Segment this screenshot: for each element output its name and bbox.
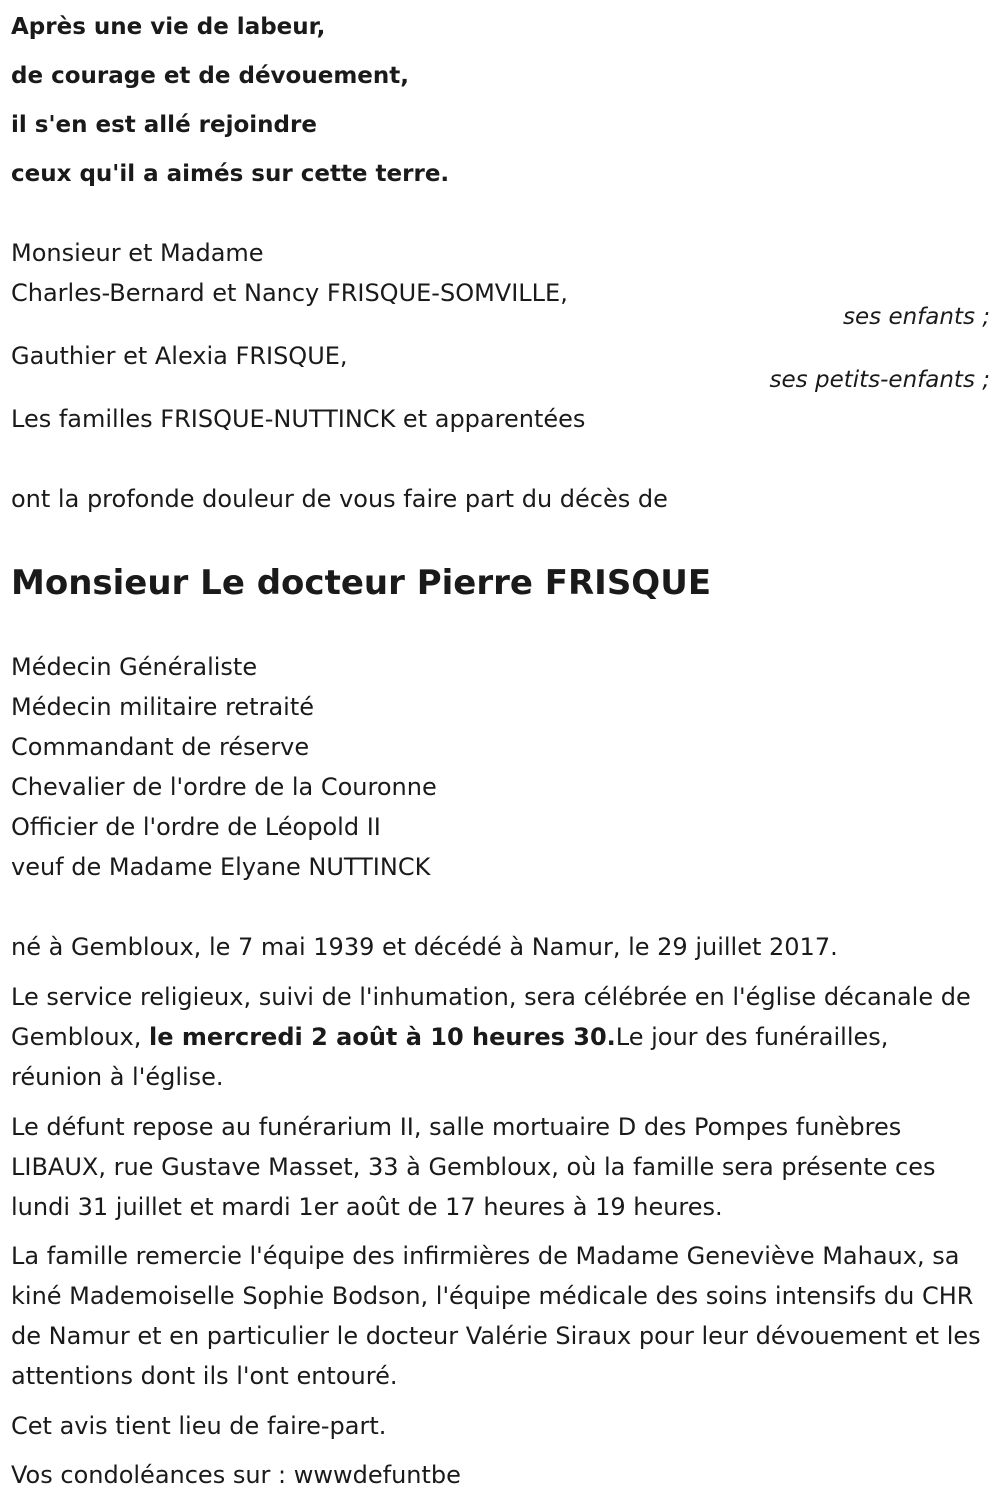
title-line-3: Commandant de réserve xyxy=(11,733,310,761)
families-line: Les familles FRISQUE-NUTTINCK et apparentées xyxy=(11,405,586,433)
service-text-after: Le jour des funérailles, réunion à l'église. xyxy=(11,1023,889,1091)
repose-paragraph: Le défunt repose au funérarium II, salle mortuaire D des Pompes funèbres LIBAUX, rue Gustave Masset, 33 à Gembloux, où la famille sera présente ces lundi 31 juillet et mardi 1er août de 17 heures à 19 heures. xyxy=(11,1113,936,1221)
service-paragraph xyxy=(11,977,986,1097)
children-line-2: Charles-Bernard et Nancy FRISQUE-SOMVILLE, xyxy=(11,279,568,307)
title-line-5: Officier de l'ordre de Léopold II xyxy=(11,813,381,841)
children-role: ses enfants ; xyxy=(843,304,990,330)
title-line-4: Chevalier de l'ordre de la Couronne xyxy=(11,773,437,801)
epitaph-line-3: il s'en est allé rejoindre xyxy=(11,112,317,138)
birth-death-line: né à Gembloux, le 7 mai 1939 et décédé à Namur, le 29 juillet 2017. xyxy=(11,933,838,961)
deceased-name: Monsieur Le docteur Pierre FRISQUE xyxy=(11,563,712,603)
title-line-6: veuf de Madame Elyane NUTTINCK xyxy=(11,853,431,881)
epitaph-line-4: ceux qu'il a aimés sur cette terre. xyxy=(11,161,450,187)
service-date-time: le mercredi 2 août à 10 heures 30. xyxy=(149,1023,616,1051)
title-line-1: Médecin Généraliste xyxy=(11,653,258,681)
announcement-line: ont la profonde douleur de vous faire part du décès de xyxy=(11,485,668,513)
grandchildren-line: Gauthier et Alexia FRISQUE, xyxy=(11,342,348,370)
epitaph-line-1: Après une vie de labeur, xyxy=(11,14,326,40)
epitaph-line-2: de courage et de dévouement, xyxy=(11,63,409,89)
condolences-line: Vos condoléances sur : wwwdefuntbe xyxy=(11,1461,461,1489)
service-text-before: Le service religieux, suivi de l'inhumation, sera célébrée en l'église décanale de Gembloux, xyxy=(11,983,971,1051)
thanks-paragraph: La famille remercie l'équipe des infirmières de Madame Geneviève Mahaux, sa kiné Mademoiselle Sophie Bodson, l'équipe médicale des soins intensifs du CHR de Namur et en particulier le docteur Valérie Siraux pour leur dévouement et les attentions dont ils l'ont entouré. xyxy=(11,1242,981,1390)
grandchildren-role: ses petits-enfants ; xyxy=(769,367,990,393)
children-line-1: Monsieur et Madame xyxy=(11,239,264,267)
title-line-2: Médecin militaire retraité xyxy=(11,693,315,721)
notice-line: Cet avis tient lieu de faire-part. xyxy=(11,1412,387,1440)
